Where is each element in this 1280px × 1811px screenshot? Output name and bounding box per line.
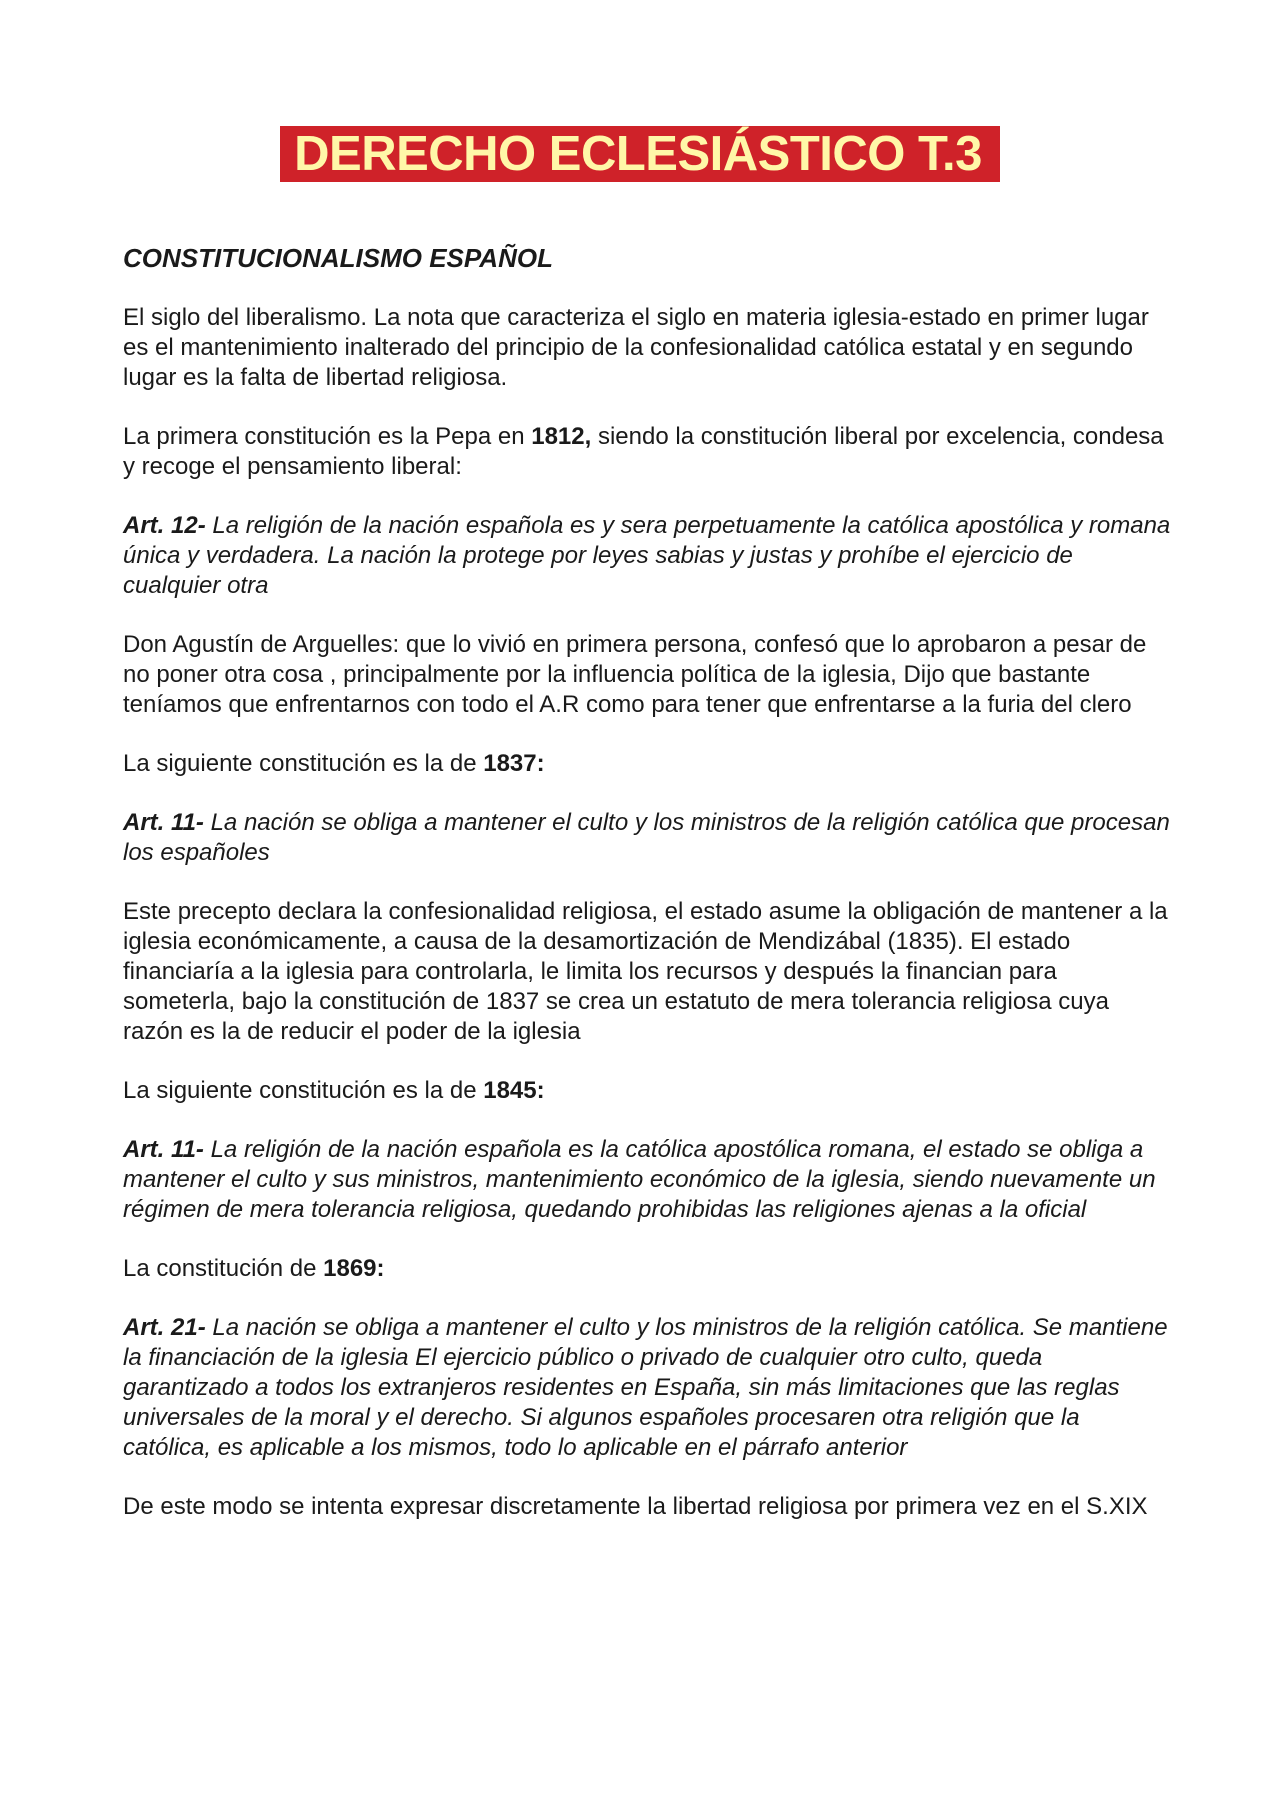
intro-text: La siguiente constitución es la de	[123, 1077, 484, 1104]
intro-paragraph: El siglo del liberalismo. La nota que caracteriza el siglo en materia iglesia-estado en primer lugar es el mantenimiento inalterado del principio de la confesionalidad católica estatal y en segundo lugar es la falta de libertad religiosa.	[123, 304, 1149, 391]
article-text: La nación se obliga a mantener el culto y los ministros de la religión católica. Se mantiene la financiación de la iglesia El ejercicio público o privado de cualquier otro culto, queda garantizado a todos los extranjeros residentes en España, sin más limitaciones que las reglas universales de la moral y el derecho. Si algunos españoles procesaren otra religión que la católica, es aplicable a los mismos, todo lo aplicable en el párrafo anterior	[123, 1314, 1168, 1461]
title-banner	[0, 126, 1280, 182]
article-text: La religión de la nación española es la católica apostólica romana, el estado se obliga a mantener el culto y sus ministros, mantenimiento económico de la iglesia, siendo nuevamente un régimen de mera tolerancia religiosa, quedando prohibidas las religiones ajenas a la oficial	[123, 1136, 1156, 1223]
year-1869: 1869:	[323, 1255, 385, 1282]
document-body	[123, 242, 1173, 1551]
article-text: La nación se obliga a mantener el culto y los ministros de la religión católica que procesan los españoles	[123, 809, 1170, 866]
section-heading: CONSTITUCIONALISMO ESPAÑOL	[123, 243, 553, 273]
article-number: Art. 12-	[123, 512, 206, 539]
arguelles-paragraph: Don Agustín de Arguelles: que lo vivió en primera persona, confesó que lo aprobaron a pesar de no poner otra cosa , principalmente por la influencia política de la iglesia, Dijo que bastante teníamos que enfrentarnos con todo el A.R como para tener que enfrentarse a la furia del clero	[123, 631, 1147, 718]
pepa-text-before: La primera constitución es la Pepa en	[123, 423, 532, 450]
constitution-1837-intro	[123, 749, 1173, 779]
intro-text: La constitución de	[123, 1255, 324, 1282]
pepa-paragraph	[123, 422, 1173, 482]
article-1837	[123, 808, 1173, 868]
precepto-paragraph: Este precepto declara la confesionalidad religiosa, el estado asume la obligación de mantener a la iglesia económicamente, a causa de la desamortización de Mendizábal (1835). El estado financiaría a la iglesia para controlarla, le limita los recursos y después la financian para someterla, bajo la constitución de 1837 se crea un estatuto de mera tolerancia religiosa cuya razón es la de reducir el poder de la iglesia	[123, 898, 1168, 1045]
closing-paragraph: De este modo se intenta expresar discretamente la libertad religiosa por primera vez en el S.XIX	[123, 1493, 1148, 1520]
article-number: Art. 11-	[123, 809, 204, 836]
article-1812	[123, 511, 1173, 601]
article-1869	[123, 1313, 1173, 1463]
constitution-1869-intro	[123, 1254, 1173, 1284]
pepa-text-after: siendo la constitución liberal por excelencia, condesa y recoge el pensamiento liberal:	[123, 423, 1164, 480]
article-number: Art. 21-	[123, 1314, 206, 1341]
year-1812: 1812,	[531, 423, 592, 450]
year-1837: 1837:	[483, 750, 545, 777]
year-1845: 1845:	[483, 1077, 545, 1104]
intro-text: La siguiente constitución es la de	[123, 750, 484, 777]
article-1845	[123, 1135, 1173, 1225]
page-title: DERECHO ECLESIÁSTICO T.3	[280, 126, 1000, 182]
article-text: La religión de la nación española es y sera perpetuamente la católica apostólica y romana única y verdadera. La nación la protege por leyes sabias y justas y prohíbe el ejercicio de cualquier otra	[123, 512, 1171, 599]
constitution-1845-intro	[123, 1076, 1173, 1106]
article-number: Art. 11-	[123, 1136, 204, 1163]
